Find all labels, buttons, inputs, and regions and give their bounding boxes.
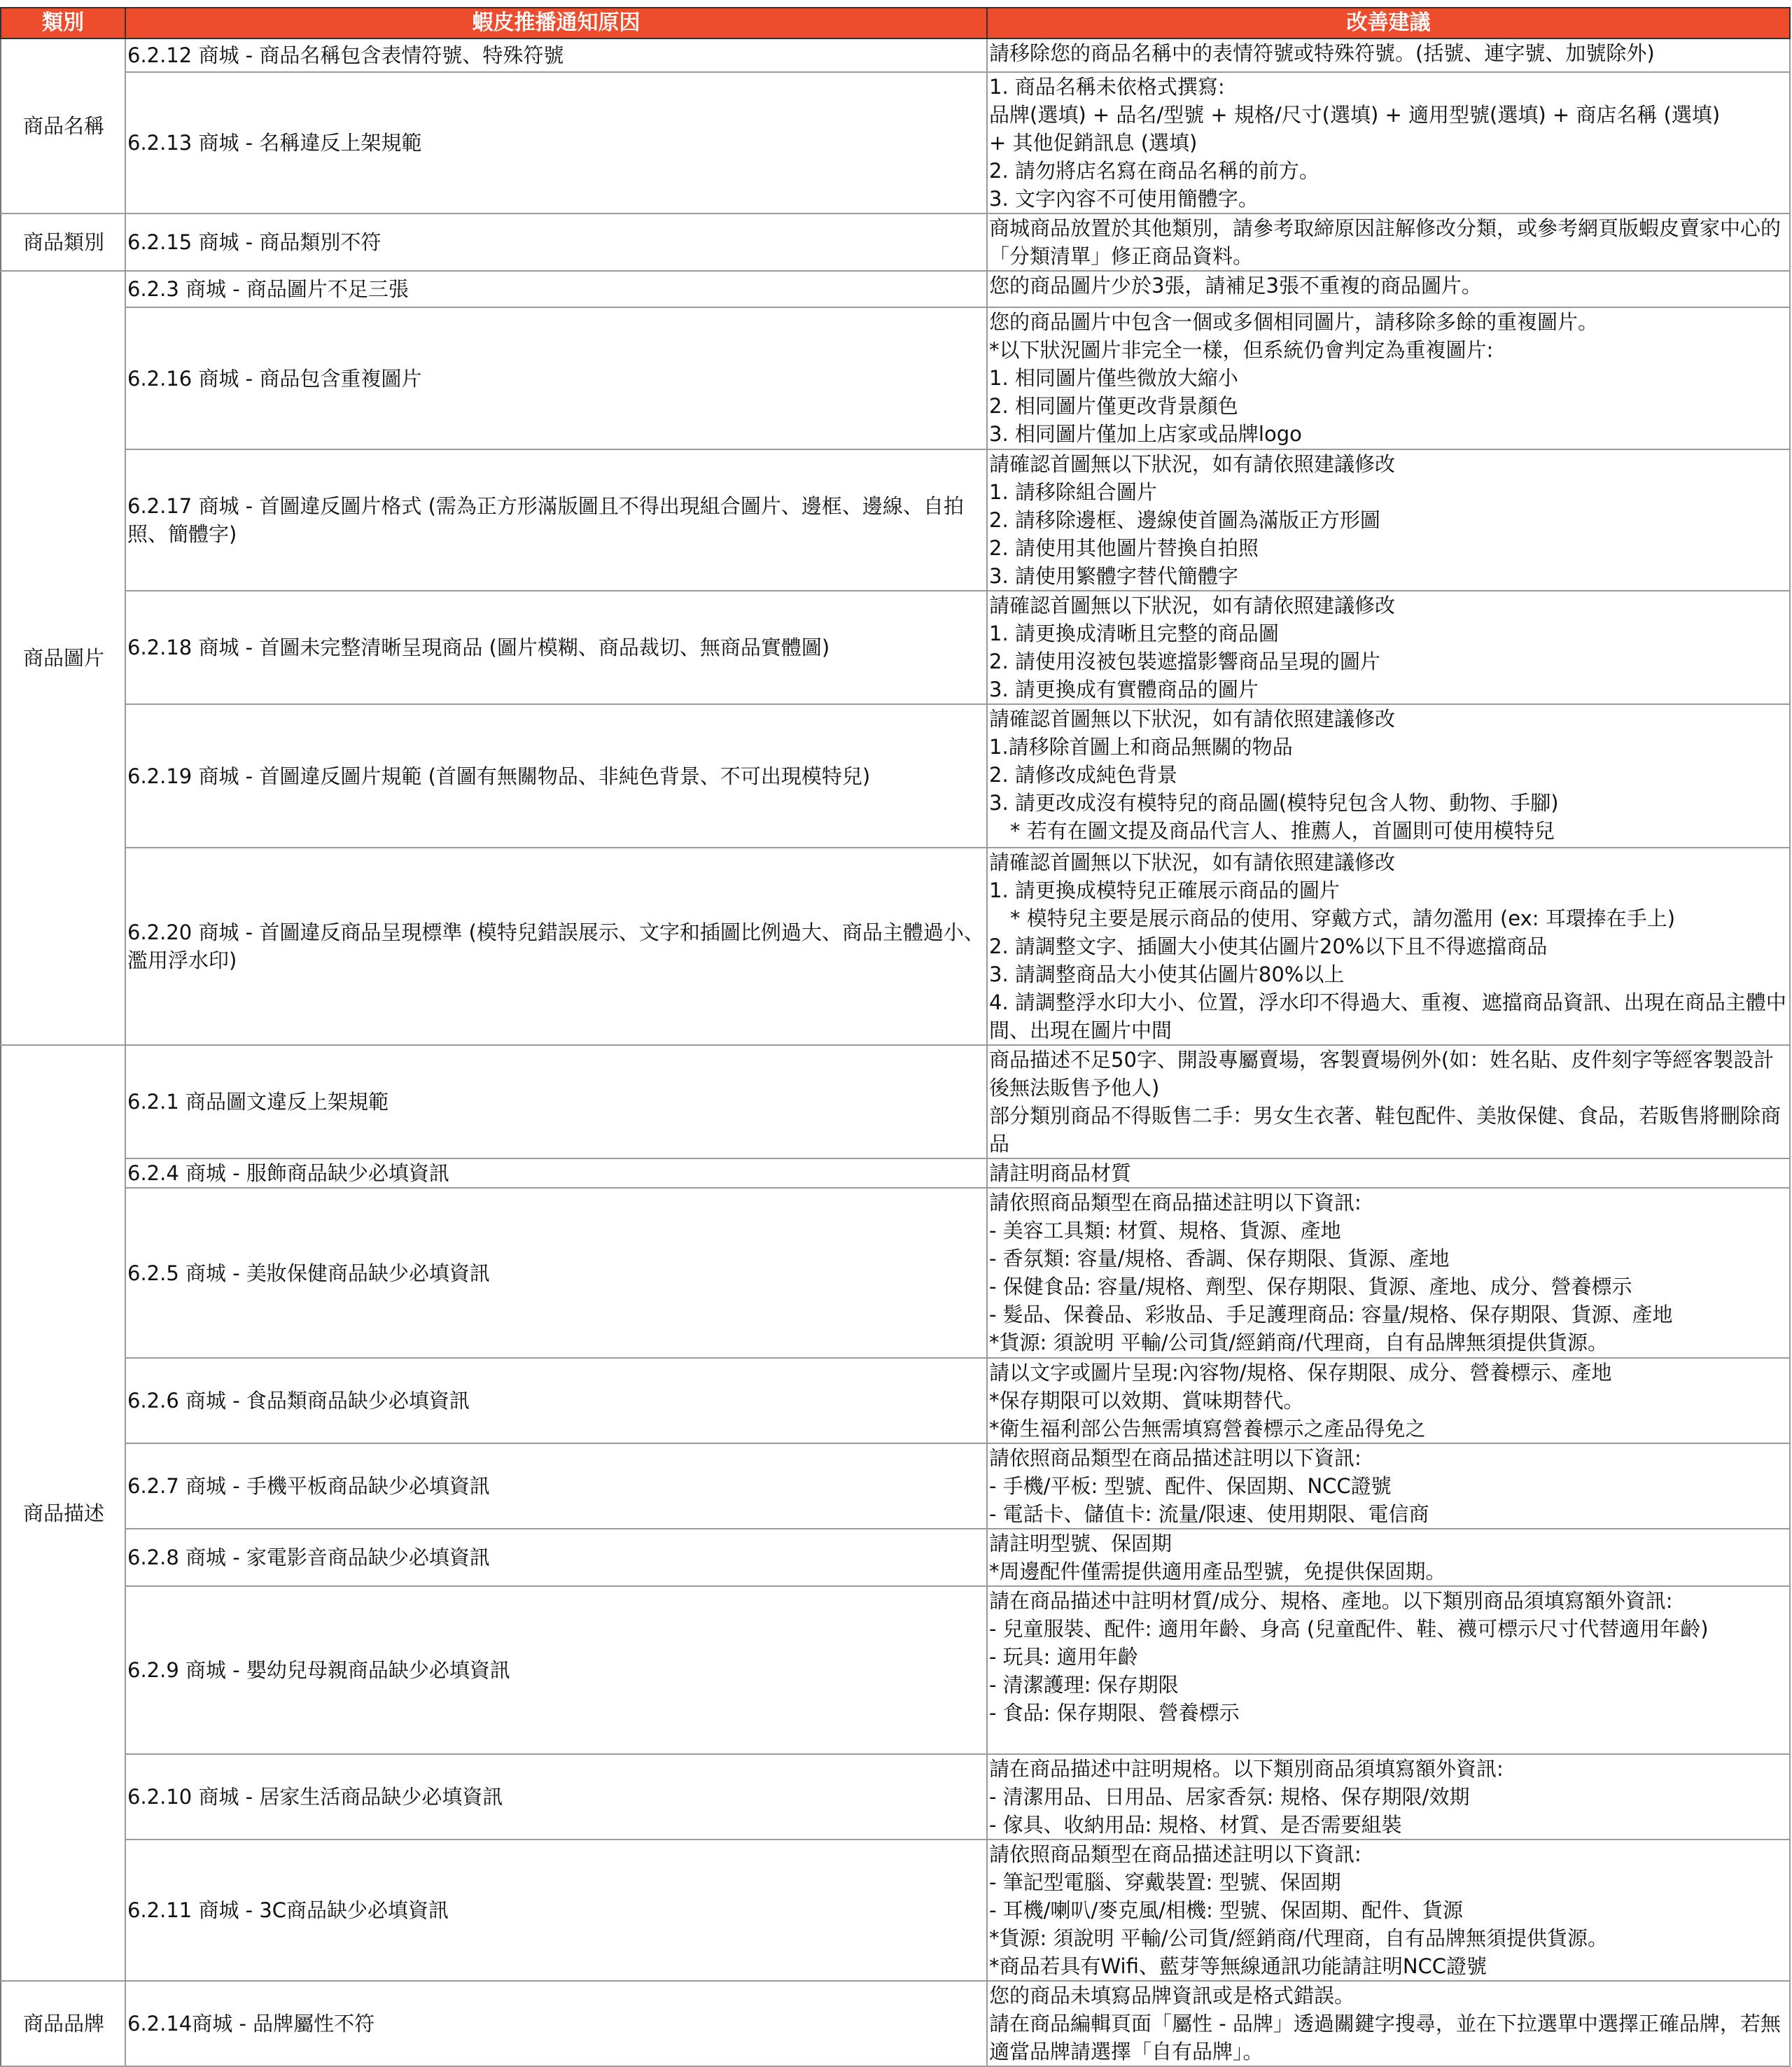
suggestion-line: *衛生福利部公告無需填寫營養標示之產品得免之 [989,1417,1426,1441]
table-row [1,1981,1790,2066]
table-row [1,1586,1790,1754]
table-row [1,704,1790,848]
suggestion-line: 2. 請移除邊框、邊線使首圖為滿版正方形圖 [989,508,1380,532]
suggestion-line: 2. 請使用其他圖片替換自拍照 [989,536,1259,560]
category-cell: 商品品牌 [1,1981,125,2066]
suggestion-line: 請在商品描述中註明材質/成分、規格、產地。以下類別商品須填寫額外資訊: [989,1589,1673,1613]
suggestion-cell [987,1188,1790,1358]
table-row [1,271,1790,307]
table-row [1,38,1790,72]
suggestion-line: 4. 請調整浮水印大小、位置，浮水印不得過大、重複、遮擋商品資訊、出現在商品主體中間、出現在圖片中間 [989,990,1786,1042]
header-category: 類別 [1,8,125,38]
table-body [1,38,1790,2066]
suggestion-line: *以下狀況圖片非完全一樣，但系統仍會判定為重複圖片: [989,338,1494,362]
suggestion-line: 請確認首圖無以下狀況，如有請依照建議修改 [989,707,1396,731]
suggestion-cell [987,38,1790,72]
suggestion-line: 3. 相同圖片僅加上店家或品牌logo [989,422,1302,446]
suggestion-cell [987,213,1790,271]
suggestion-line: 3. 請更改成沒有模特兒的商品圖(模特兒包含人物、動物、手腳) [989,791,1559,815]
suggestion-line: - 清潔用品、日用品、居家香氛: 規格、保存期限/效期 [989,1785,1470,1809]
reason-cell: 6.2.20 商城 - 首圖違反商品呈現標準 (模特兒錯誤展示、文字和插圖比例過大、商品主體過小、濫用浮水印) [125,848,987,1045]
reason-cell: 6.2.1 商品圖文違反上架規範 [125,1045,987,1158]
table-row [1,848,1790,1045]
table-row [1,1045,1790,1158]
suggestion-line: 商城商品放置於其他類別，請參考取締原因註解修改分類，或參考網頁版蝦皮賣家中心的「分類清單」修正商品資料。 [989,216,1782,268]
table-row [1,591,1790,704]
suggestion-line: 1.請移除首圖上和商品無關的物品 [989,735,1293,759]
suggestion-line: 1. 請更換成模特兒正確展示商品的圖片 [989,878,1340,902]
reason-cell: 6.2.4 商城 - 服飾商品缺少必填資訊 [125,1158,987,1188]
table-row [1,213,1790,271]
reason-cell: 6.2.19 商城 - 首圖違反圖片規範 (首圖有無關物品、非純色背景、不可出現模特兒) [125,704,987,848]
table-row [1,72,1790,213]
suggestion-line: 3. 請使用繁體字替代簡體字 [989,564,1238,588]
suggestion-line: 請依照商品類型在商品描述註明以下資訊: [989,1842,1362,1866]
suggestion-line: 2. 請使用沒被包裝遮擋影響商品呈現的圖片 [989,650,1380,673]
suggestion-line: 請移除您的商品名稱中的表情符號或特殊符號。(括號、連字號、加號除外) [989,41,1655,65]
suggestion-cell [987,1358,1790,1443]
suggestion-line: - 傢具、收納用品: 規格、材質、是否需要組裝 [989,1813,1402,1837]
suggestion-line: - 電話卡、儲值卡: 流量/限速、使用期限、電信商 [989,1502,1429,1526]
suggestion-line: * 若有在圖文提及商品代言人、推薦人，首圖則可使用模特兒 [1010,819,1555,843]
suggestion-line: 請在商品編輯頁面「屬性 - 品牌」透過關鍵字搜尋，並在下拉選單中選擇正確品牌，若無適當品牌請選擇「自有品牌」。 [989,2012,1781,2064]
suggestion-line: 1. 請更換成清晰且完整的商品圖 [989,622,1279,645]
suggestion-cell [987,848,1790,1045]
suggestion-line: *保存期限可以效期、賞味期替代。 [989,1389,1304,1413]
category-cell: 商品圖片 [1,271,125,1045]
reason-cell: 6.2.13 商城 - 名稱違反上架規範 [125,72,987,213]
suggestion-line: 請確認首圖無以下狀況，如有請依照建議修改 [989,850,1396,874]
suggestion-cell [987,449,1790,591]
reason-cell: 6.2.12 商城 - 商品名稱包含表情符號、特殊符號 [125,38,987,72]
suggestion-line: * 模特兒主要是展示商品的使用、穿戴方式，請勿濫用 (ex: 耳環捧在手上) [1010,906,1676,930]
suggestion-line: - 玩具: 適用年齡 [989,1645,1138,1669]
suggestion-line: - 耳機/喇叭/麥克風/相機: 型號、保固期、配件、貨源 [989,1898,1463,1922]
suggestion-cell [987,1045,1790,1158]
suggestion-line: 3. 文字內容不可使用簡體字。 [989,187,1259,211]
suggestion-line: - 清潔護理: 保存期限 [989,1673,1179,1697]
table-row [1,1529,1790,1586]
suggestion-line: 商品描述不足50字、開設專屬賣場，客製賣場例外(如：姓名貼、皮件刻字等經客製設計後無法販售予他人) [989,1048,1774,1100]
suggestion-line: - 香氛類: 容量/規格、香調、保存期限、貨源、產地 [989,1247,1450,1270]
suggestion-line: 2. 相同圖片僅更改背景顏色 [989,394,1238,418]
suggestion-line: 3. 請更換成有實體商品的圖片 [989,678,1259,701]
suggestion-line: - 兒童服裝、配件: 適用年齡、身高 (兒童配件、鞋、襪可標示尺寸代替適用年齡) [989,1617,1709,1641]
suggestion-cell [987,1981,1790,2066]
suggestion-line: 部分類別商品不得販售二手：男女生衣著、鞋包配件、美妝保健、食品，若販售將刪除商品 [989,1104,1782,1156]
reason-cell: 6.2.8 商城 - 家電影音商品缺少必填資訊 [125,1529,987,1586]
reason-cell: 6.2.5 商城 - 美妝保健商品缺少必填資訊 [125,1188,987,1358]
suggestion-line: - 美容工具類: 材質、規格、貨源、產地 [989,1219,1341,1242]
reason-cell: 6.2.9 商城 - 嬰幼兒母親商品缺少必填資訊 [125,1586,987,1754]
suggestion-line: 請以文字或圖片呈現:內容物/規格、保存期限、成分、營養標示、產地 [989,1361,1612,1385]
reason-cell: 6.2.10 商城 - 居家生活商品缺少必填資訊 [125,1754,987,1840]
reason-cell: 6.2.11 商城 - 3C商品缺少必填資訊 [125,1840,987,1981]
suggestion-cell [987,1754,1790,1840]
suggestion-line: - 筆記型電腦、穿戴裝置: 型號、保固期 [989,1870,1341,1894]
suggestion-line: 您的商品未填寫品牌資訊或是格式錯誤。 [989,1984,1355,2008]
suggestion-line: 請確認首圖無以下狀況，如有請依照建議修改 [989,452,1396,476]
suggestion-line: *貨源: 須說明 平輸/公司貨/經銷商/代理商，自有品牌無須提供貨源。 [989,1926,1609,1950]
guideline-sheet [0,7,1789,2067]
suggestion-cell [987,591,1790,704]
table-row [1,1443,1790,1529]
suggestion-cell [987,1586,1790,1754]
suggestion-line: 請在商品描述中註明規格。以下類別商品須填寫額外資訊: [989,1757,1504,1781]
suggestion-line: 3. 請調整商品大小使其佔圖片80%以上 [989,962,1345,986]
reason-cell: 6.2.17 商城 - 首圖違反圖片格式 (需為正方形滿版圖且不得出現組合圖片、邊框、邊線、自拍照、簡體字) [125,449,987,591]
suggestion-line: *商品若具有Wifi、藍芽等無線通訊功能請註明NCC證號 [989,1954,1488,1978]
category-cell: 商品描述 [1,1045,125,1981]
suggestion-line: - 髮品、保養品、彩妝品、手足護理商品: 容量/規格、保存期限、貨源、產地 [989,1303,1673,1326]
violation-guide-table [0,7,1791,2067]
suggestion-line: *貨源: 須說明 平輸/公司貨/經銷商/代理商，自有品牌無須提供貨源。 [989,1331,1609,1354]
suggestion-line: 2. 請修改成純色背景 [989,763,1177,787]
suggestion-line: 您的商品圖片少於3張，請補足3張不重複的商品圖片。 [989,274,1482,297]
category-cell: 商品類別 [1,213,125,271]
table-row [1,449,1790,591]
suggestion-line: 1. 相同圖片僅些微放大縮小 [989,366,1238,390]
reason-cell: 6.2.6 商城 - 食品類商品缺少必填資訊 [125,1358,987,1443]
reason-cell: 6.2.7 商城 - 手機平板商品缺少必填資訊 [125,1443,987,1529]
table-row [1,1188,1790,1358]
suggestion-line: - 保健食品: 容量/規格、劑型、保存期限、貨源、產地、成分、營養標示 [989,1275,1632,1298]
suggestion-line: 1. 請移除組合圖片 [989,480,1157,504]
table-row [1,1158,1790,1188]
suggestion-cell [987,1840,1790,1981]
suggestion-cell [987,1529,1790,1586]
suggestion-line: 2. 請調整文字、插圖大小使其佔圖片20%以下且不得遮擋商品 [989,934,1548,958]
reason-cell: 6.2.16 商城 - 商品包含重複圖片 [125,307,987,449]
suggestion-line: + 其他促銷訊息 (選填) [989,131,1198,155]
table-row [1,1754,1790,1840]
suggestion-line: 請依照商品類型在商品描述註明以下資訊: [989,1446,1362,1470]
suggestion-line: 請依照商品類型在商品描述註明以下資訊: [989,1191,1362,1214]
suggestion-line: *周邊配件僅需提供適用產品型號，免提供保固期。 [989,1560,1446,1583]
suggestion-line: 2. 請勿將店名寫在商品名稱的前方。 [989,159,1320,183]
suggestion-cell [987,271,1790,307]
suggestion-cell [987,704,1790,848]
suggestion-line: - 手機/平板: 型號、配件、保固期、NCC證號 [989,1474,1392,1498]
table-row [1,1840,1790,1981]
suggestion-cell [987,1158,1790,1188]
suggestion-line: 請註明型號、保固期 [989,1532,1172,1555]
reason-cell: 6.2.15 商城 - 商品類別不符 [125,213,987,271]
suggestion-line: 1. 商品名稱未依格式撰寫: [989,75,1225,99]
suggestion-line: 品牌(選填) + 品名/型號 + 規格/尺寸(選填) + 適用型號(選填) + 商店名稱 (選填) [989,103,1721,127]
table-row [1,1358,1790,1443]
suggestion-cell [987,307,1790,449]
reason-cell: 6.2.3 商城 - 商品圖片不足三張 [125,271,987,307]
reason-cell: 6.2.18 商城 - 首圖未完整清晰呈現商品 (圖片模糊、商品裁切、無商品實體圖) [125,591,987,704]
category-cell: 商品名稱 [1,38,125,213]
suggestion-line: 請註明商品材質 [989,1161,1132,1185]
header-reason: 蝦皮推播通知原因 [125,8,987,38]
suggestion-line: 您的商品圖片中包含一個或多個相同圖片，請移除多餘的重複圖片。 [989,310,1599,334]
table-row [1,307,1790,449]
suggestion-cell [987,1443,1790,1529]
header-suggestion: 改善建議 [987,8,1790,38]
reason-cell: 6.2.14商城 - 品牌屬性不符 [125,1981,987,2066]
suggestion-line: - 食品: 保存期限、營養標示 [989,1701,1240,1725]
suggestion-cell [987,72,1790,213]
suggestion-line: 請確認首圖無以下狀況，如有請依照建議修改 [989,594,1396,617]
header-row [1,8,1790,38]
